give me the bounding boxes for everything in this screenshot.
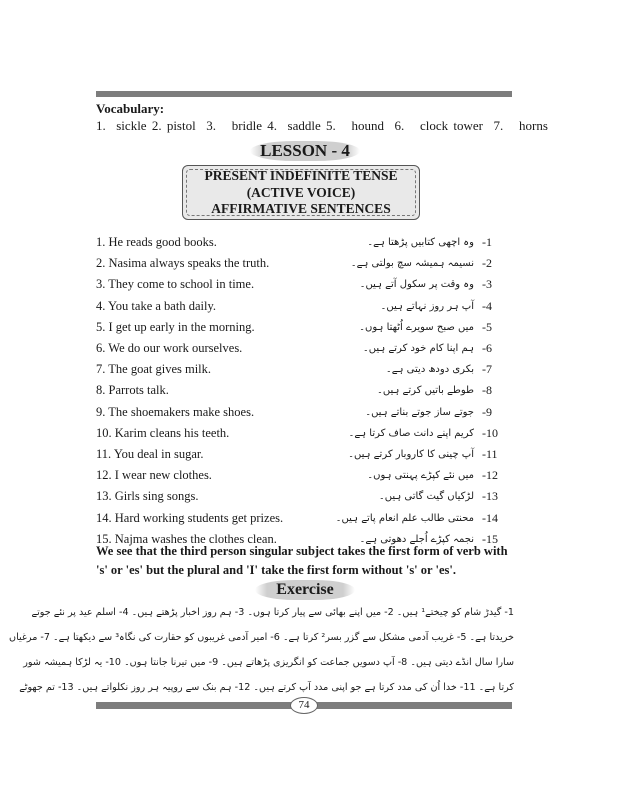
urdu-number: - 13 bbox=[474, 489, 516, 504]
top-divider-bar bbox=[96, 91, 512, 97]
english-sentence: 5. I get up early in the morning. bbox=[96, 319, 255, 334]
topic-line: PRESENT INDEFINITE TENSE bbox=[204, 168, 398, 183]
sentence-row bbox=[96, 317, 516, 338]
vocabulary-list: 1. sickle 2. pistol 3. bridle 4. saddle 5. hound 6. clock tower 7. horns bbox=[96, 118, 548, 133]
urdu-sentence: میں نئے کپڑے پہنتی ہوں۔ bbox=[367, 470, 474, 482]
sentence-row bbox=[96, 444, 516, 465]
vocabulary-heading: Vocabulary: bbox=[96, 101, 165, 116]
urdu-number: - 4 bbox=[474, 299, 516, 314]
urdu-number: - 8 bbox=[474, 383, 516, 398]
sentence-row bbox=[96, 232, 516, 253]
exercise-line: خریدتا ہے۔ 5- غریب آدمی مشکل سے گزر بسر² کرتا ہے۔ 6- امیر آدمی غریبوں کو حقارت کی نگاہ³ سے دیکھتا ہے۔ 7- مرغیاں bbox=[9, 632, 514, 643]
lesson-topic-box bbox=[182, 165, 420, 220]
sentence-row bbox=[96, 359, 516, 380]
urdu-number: - 15 bbox=[474, 532, 516, 547]
urdu-sentence: میں صبح سویرے اُٹھتا ہوں۔ bbox=[359, 321, 474, 333]
urdu-number: - 12 bbox=[474, 468, 516, 483]
english-sentence: 8. Parrots talk. bbox=[96, 383, 169, 398]
sentence-row bbox=[96, 380, 516, 401]
english-sentence: 13. Girls sing songs. bbox=[96, 489, 199, 504]
urdu-sentence: محنتی طالب علم انعام پاتے ہیں۔ bbox=[335, 512, 474, 524]
page-number: 74 bbox=[290, 697, 318, 714]
urdu-sentence: آپ چینی کا کاروبار کرتے ہیں۔ bbox=[348, 448, 474, 460]
english-sentence: 2. Nasima always speaks the truth. bbox=[96, 256, 270, 271]
sentence-row bbox=[96, 507, 516, 528]
english-sentence: 12. I wear new clothes. bbox=[96, 468, 212, 483]
urdu-number: - 6 bbox=[474, 341, 516, 356]
exercise-line: 1- گیدڑ شام کو چیختے¹ ہیں۔ 2- میں اپنے بھائی سے پیار کرتا ہوں۔ 3- ہم روز اخبار پڑھتے ہیں۔ 4- اسلم عید پر نئے جوتے bbox=[31, 607, 514, 618]
english-sentence: 11. You deal in sugar. bbox=[96, 446, 204, 461]
english-sentence: 3. They come to school in time. bbox=[96, 277, 255, 292]
exercise-line: کرتا ہے۔ 11- خدا اُن کی مدد کرتا ہے جو اپنی مدد آپ کرتے ہیں۔ 12- ہم بنک سے روپیہ ہر روز نکلواتے ہیں۔ 13- تم جھوٹے bbox=[19, 682, 514, 693]
sentence-row bbox=[96, 274, 516, 295]
urdu-sentence: بکری دودھ دیتی ہے۔ bbox=[385, 364, 474, 376]
urdu-number: - 9 bbox=[474, 405, 516, 420]
grammar-note: We see that the third person singular subject takes the first form of verb with 's' or 'es' but the plural and 'I' take the first form without 's' or 'es'. bbox=[96, 544, 508, 577]
urdu-sentence: کریم اپنے دانت صاف کرتا ہے۔ bbox=[348, 427, 474, 439]
urdu-sentence: لڑکیاں گیت گاتی ہیں۔ bbox=[378, 491, 474, 503]
sentence-list bbox=[96, 232, 516, 550]
english-sentence: 7. The goat gives milk. bbox=[96, 362, 212, 377]
english-sentence: 10. Karim cleans his teeth. bbox=[96, 425, 230, 440]
exercise-line: سارا سال انڈے دیتی ہیں۔ 8- آپ دسویں جماعت کو انگریزی پڑھاتے ہیں۔ 9- میں تیرنا جانتا ہوں۔ 10- یہ لڑکا ہمیشہ شور bbox=[23, 657, 514, 668]
urdu-number: - 10 bbox=[474, 426, 516, 441]
urdu-number: - 3 bbox=[474, 277, 516, 292]
exercise-paragraph bbox=[9, 602, 514, 702]
urdu-sentence: جوتے ساز جوتے بناتے ہیں۔ bbox=[365, 406, 474, 418]
sentence-row bbox=[96, 486, 516, 507]
urdu-number: - 1 bbox=[474, 235, 516, 250]
urdu-number: - 5 bbox=[474, 320, 516, 335]
english-sentence: 1. He reads good books. bbox=[96, 235, 217, 250]
urdu-sentence: نسیمہ ہمیشہ سچ بولتی ہے۔ bbox=[350, 258, 474, 270]
english-sentence: 14. Hard working students get prizes. bbox=[96, 510, 284, 525]
english-sentence: 6. We do our work ourselves. bbox=[96, 341, 243, 356]
urdu-sentence: وہ اچھی کتابیں پڑھتا ہے۔ bbox=[367, 237, 474, 249]
lesson-title: LESSON - 4 bbox=[250, 141, 360, 161]
english-sentence: 15. Najma washes the clothes clean. bbox=[96, 531, 277, 546]
urdu-sentence: نجمہ کپڑے اُجلے دھوتی ہے۔ bbox=[359, 533, 474, 545]
urdu-number: - 7 bbox=[474, 362, 516, 377]
sentence-row bbox=[96, 296, 516, 317]
sentence-row bbox=[96, 402, 516, 423]
english-sentence: 9. The shoemakers make shoes. bbox=[96, 404, 255, 419]
exercise-title: Exercise bbox=[255, 580, 355, 600]
topic-line: (ACTIVE VOICE) bbox=[246, 184, 356, 200]
urdu-sentence: وہ وقت پر سکول آتے ہیں۔ bbox=[359, 279, 474, 291]
urdu-sentence: طوطے باتیں کرتے ہیں۔ bbox=[377, 385, 474, 397]
urdu-number: - 14 bbox=[474, 511, 516, 526]
sentence-row bbox=[96, 465, 516, 486]
urdu-sentence: آپ ہر روز نہاتے ہیں۔ bbox=[380, 300, 474, 312]
sentence-row bbox=[96, 253, 516, 274]
sentence-row bbox=[96, 423, 516, 444]
topic-line: AFFIRMATIVE SENTENCES bbox=[211, 201, 391, 216]
urdu-number: - 2 bbox=[474, 256, 516, 271]
urdu-sentence: ہم اپنا کام خود کرتے ہیں۔ bbox=[362, 343, 474, 355]
urdu-number: - 11 bbox=[474, 447, 516, 462]
english-sentence: 4. You take a bath daily. bbox=[96, 298, 217, 313]
sentence-row bbox=[96, 338, 516, 359]
